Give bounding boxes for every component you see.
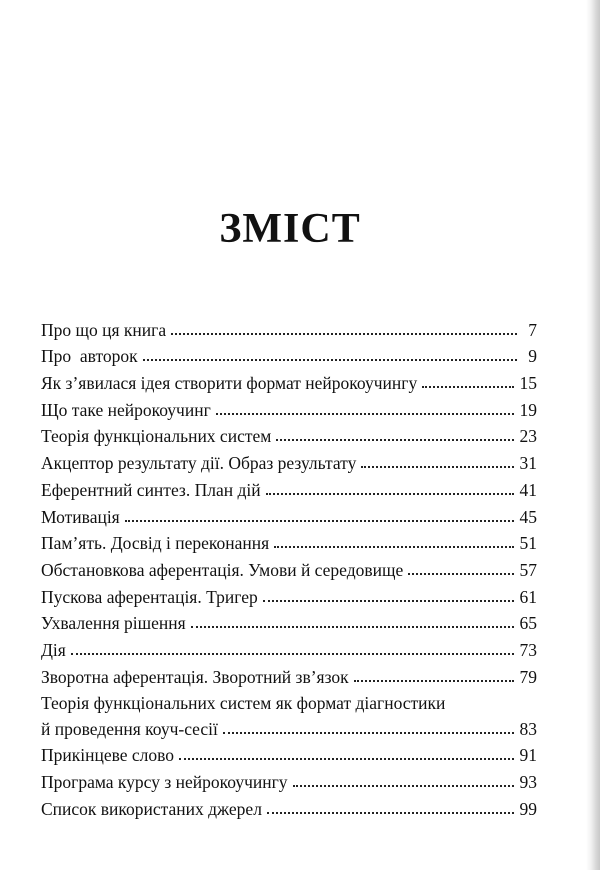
toc-entry-page: 83 [519,718,537,739]
toc-entry-label: Теорія функціональних систем [41,426,272,447]
dot-leader [422,386,513,388]
toc-entry-label: Програма курсу з нейрокоучингу [41,772,288,792]
toc-entry-label: Акцептор результату дії. Образ результату [41,453,357,474]
toc-entry-second-line [41,713,537,739]
toc-entry-label: Список використаних джерел [41,798,262,819]
toc-entry-label-line1: Теорія функціональних систем як формат діагностики [41,692,446,713]
toc-entry [41,553,537,580]
dot-leader [276,439,513,441]
toc-entry-label: Як з’явилася ідея створити формат нейрокоучингу [41,373,418,394]
toc-entry [41,366,537,393]
dot-leader [293,785,514,787]
toc-entry-page: 93 [519,772,537,792]
dot-leader [143,359,517,361]
toc-entry [41,580,537,607]
toc-entry-page: 7 [528,319,537,340]
toc-entry-label: Еферентний синтез. План дій [41,479,261,500]
dot-leader [71,653,514,655]
page-edge-shadow [586,0,600,870]
toc-entry [41,607,537,634]
toc-entry-page: 79 [519,666,537,687]
toc-entry-page: 65 [519,613,537,634]
dot-leader [171,333,517,335]
toc-entry-page: 23 [519,426,537,447]
toc-entry-page: 91 [519,745,537,766]
toc-entry [41,792,537,819]
dot-leader [361,466,513,468]
toc-entry [41,500,537,527]
toc-entry-page: 45 [519,506,537,527]
toc-entry-page: 19 [519,399,537,420]
dot-leader [267,812,514,814]
toc-entry [41,765,537,792]
dot-leader [179,758,513,760]
table-of-contents [41,313,537,819]
toc-entry-label: Пускова аферентація. Тригер [41,586,258,607]
toc-entry-label: Пам’ять. Досвід і переконання [41,533,270,554]
toc-entry-page: 31 [519,453,537,474]
toc-entry [41,340,537,367]
toc-entry [41,446,537,473]
toc-entry-label: Дія [41,639,66,660]
toc-entry-label: Ухвалення рішення [41,613,186,634]
toc-entry-page: 15 [519,373,537,394]
toc-entry-label: Прикінцеве слово [41,745,175,766]
dot-leader [191,626,514,628]
dot-leader [223,732,514,734]
dot-leader [266,493,514,495]
toc-entry-label: Мотивація [41,506,120,527]
toc-entry-page: 99 [519,798,537,819]
toc-entry-label: Про авторок [41,346,138,367]
dot-leader [274,546,513,548]
toc-entry [41,693,537,739]
dot-leader [354,680,514,682]
toc-entry-page: 73 [519,639,537,660]
toc-entry-label: Обстановкова аферентація. Умови й середовище [41,559,404,580]
toc-entry-label: Що таке нейрокоучинг [41,399,211,420]
toc-entry-page: 51 [519,533,537,554]
toc-entry [41,420,537,447]
toc-entry-label-line2: й проведення коуч-сесії [41,718,218,739]
toc-entry [41,633,537,660]
dot-leader [125,520,514,522]
toc-entry-page: 57 [519,559,537,580]
toc-entry [41,473,537,500]
dot-leader [408,573,513,575]
toc-entry [41,739,537,766]
toc-entry-page: 61 [519,586,537,607]
page-title: ЗМІСТ [219,206,361,253]
toc-entry-label: Зворотна аферентація. Зворотний зв’язок [41,666,349,687]
dot-leader [263,600,514,602]
toc-entry [41,313,537,340]
toc-entry [41,660,537,687]
dot-leader [216,413,514,415]
toc-entry-page: 9 [528,346,537,367]
toc-entry-label: Про що ця книга [41,319,167,340]
toc-entry-page: 41 [519,479,537,500]
toc-entry [41,527,537,554]
toc-entry [41,393,537,420]
